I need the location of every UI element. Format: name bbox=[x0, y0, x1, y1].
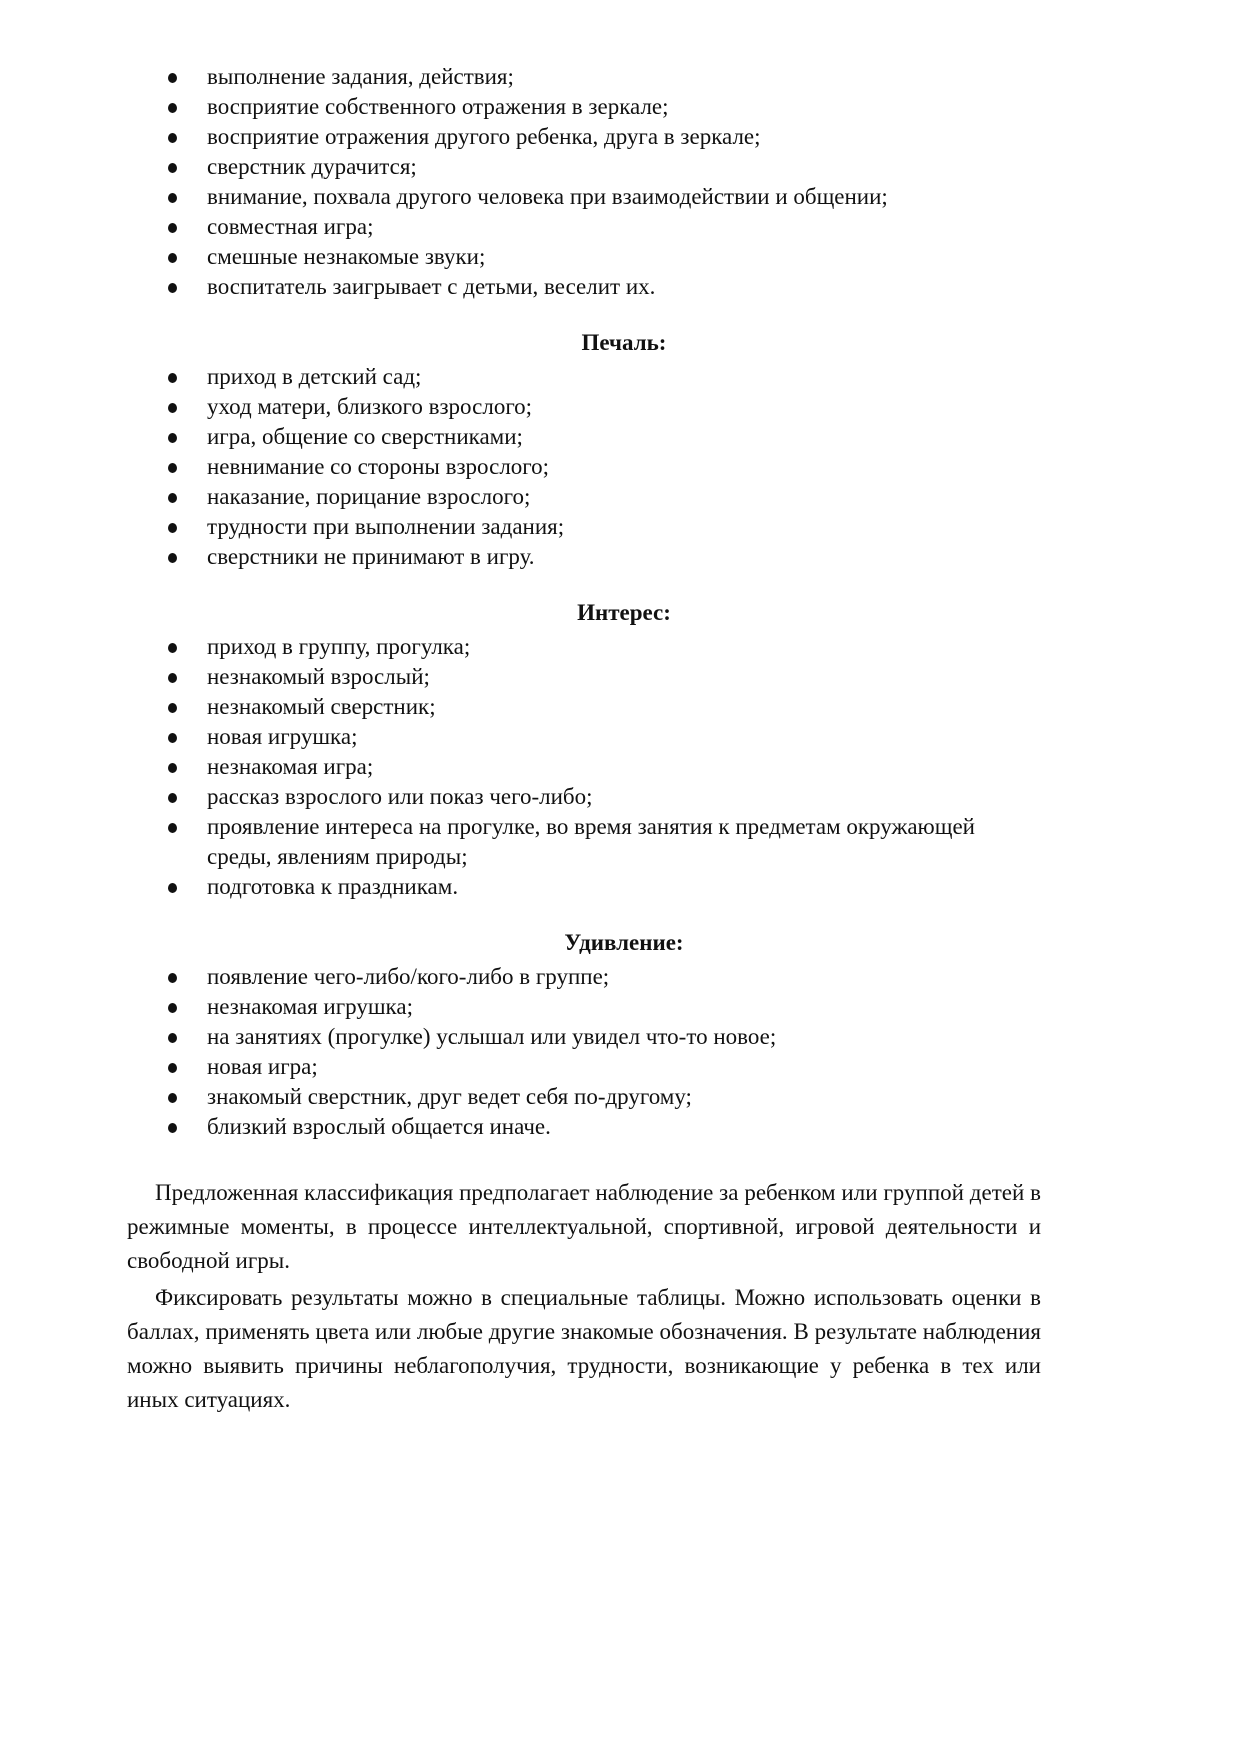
list-item: выполнение задания, действия; bbox=[127, 62, 1041, 92]
list-item: невнимание со стороны взрослого; bbox=[127, 452, 1041, 482]
bullet-icon bbox=[168, 373, 177, 383]
bullet-icon bbox=[168, 793, 177, 803]
bullet-icon bbox=[168, 403, 177, 413]
bullet-icon bbox=[168, 73, 177, 83]
list-item: появление чего-либо/кого-либо в группе; bbox=[127, 962, 1041, 992]
list-item: приход в детский сад; bbox=[127, 362, 1041, 392]
list-item: на занятиях (прогулке) услышал или увидел что-то новое; bbox=[127, 1022, 1041, 1052]
bullet-icon bbox=[168, 1033, 177, 1043]
bullet-icon bbox=[168, 763, 177, 773]
list-item: незнакомая игра; bbox=[127, 752, 1041, 782]
list-item: новая игрушка; bbox=[127, 722, 1041, 752]
bullet-icon bbox=[168, 823, 177, 833]
bullet-icon bbox=[168, 553, 177, 563]
list-item: близкий взрослый общается иначе. bbox=[127, 1112, 1041, 1142]
list-item: внимание, похвала другого человека при взаимодействии и общении; bbox=[127, 182, 1041, 212]
list-item: подготовка к праздникам. bbox=[127, 872, 1041, 902]
interest-list bbox=[127, 632, 1041, 902]
bullet-icon bbox=[168, 133, 177, 143]
body-paragraph: Фиксировать результаты можно в специальные таблицы. Можно использовать оценки в баллах, применять цвета или любые другие знакомые обозначения. В результате наблюдения можно выявить причины неблагополучия, трудности, возникающие у ребенка в тех или иных ситуациях. bbox=[127, 1285, 1041, 1412]
bullet-icon bbox=[168, 463, 177, 473]
list-item: приход в группу, прогулка; bbox=[127, 632, 1041, 662]
bullet-icon bbox=[168, 163, 177, 173]
list-item: смешные незнакомые звуки; bbox=[127, 242, 1041, 272]
bullet-icon bbox=[168, 253, 177, 263]
bullet-icon bbox=[168, 1123, 177, 1133]
list-item: трудности при выполнении задания; bbox=[127, 512, 1041, 542]
list-item: знакомый сверстник, друг ведет себя по-другому; bbox=[127, 1082, 1041, 1112]
bullet-icon bbox=[168, 103, 177, 113]
list-item: совместная игра; bbox=[127, 212, 1041, 242]
page-content bbox=[127, 62, 1041, 1417]
bullet-icon bbox=[168, 733, 177, 743]
bullet-icon bbox=[168, 223, 177, 233]
bullet-icon bbox=[168, 643, 177, 653]
list-item: восприятие отражения другого ребенка, друга в зеркале; bbox=[127, 122, 1041, 152]
joy-list bbox=[127, 62, 1041, 302]
list-item: игра, общение со сверстниками; bbox=[127, 422, 1041, 452]
bullet-icon bbox=[168, 433, 177, 443]
list-item: рассказ взрослого или показ чего-либо; bbox=[127, 782, 1041, 812]
list-item: сверстники не принимают в игру. bbox=[127, 542, 1041, 572]
bullet-icon bbox=[168, 673, 177, 683]
bullet-icon bbox=[168, 523, 177, 533]
section-heading-surprise: Удивление: bbox=[564, 930, 684, 955]
list-item: новая игра; bbox=[127, 1052, 1041, 1082]
list-item: незнакомый сверстник; bbox=[127, 692, 1041, 722]
list-item: незнакомый взрослый; bbox=[127, 662, 1041, 692]
list-item: незнакомая игрушка; bbox=[127, 992, 1041, 1022]
bullet-icon bbox=[168, 703, 177, 713]
bullet-icon bbox=[168, 973, 177, 983]
list-item: проявление интереса на прогулке, во время занятия к предметам окружающей среды, явлениям природы; bbox=[127, 812, 1041, 872]
bullet-icon bbox=[168, 1093, 177, 1103]
bullet-icon bbox=[168, 493, 177, 503]
bullet-icon bbox=[168, 1003, 177, 1013]
bullet-icon bbox=[168, 1063, 177, 1073]
list-item: уход матери, близкого взрослого; bbox=[127, 392, 1041, 422]
body-paragraph: Предложенная классификация предполагает наблюдение за ребенком или группой детей в режимные моменты, в процессе интеллектуальной, спортивной, игровой деятельности и свободной игры. bbox=[127, 1180, 1041, 1273]
section-heading-sadness: Печаль: bbox=[581, 330, 667, 355]
list-item: сверстник дурачится; bbox=[127, 152, 1041, 182]
surprise-list bbox=[127, 962, 1041, 1142]
list-item: наказание, порицание взрослого; bbox=[127, 482, 1041, 512]
section-heading-interest: Интерес: bbox=[577, 600, 671, 625]
sadness-list bbox=[127, 362, 1041, 572]
list-item: восприятие собственного отражения в зеркале; bbox=[127, 92, 1041, 122]
bullet-icon bbox=[168, 283, 177, 293]
list-item: воспитатель заигрывает с детьми, веселит их. bbox=[127, 272, 1041, 302]
bullet-icon bbox=[168, 883, 177, 893]
bullet-icon bbox=[168, 193, 177, 203]
